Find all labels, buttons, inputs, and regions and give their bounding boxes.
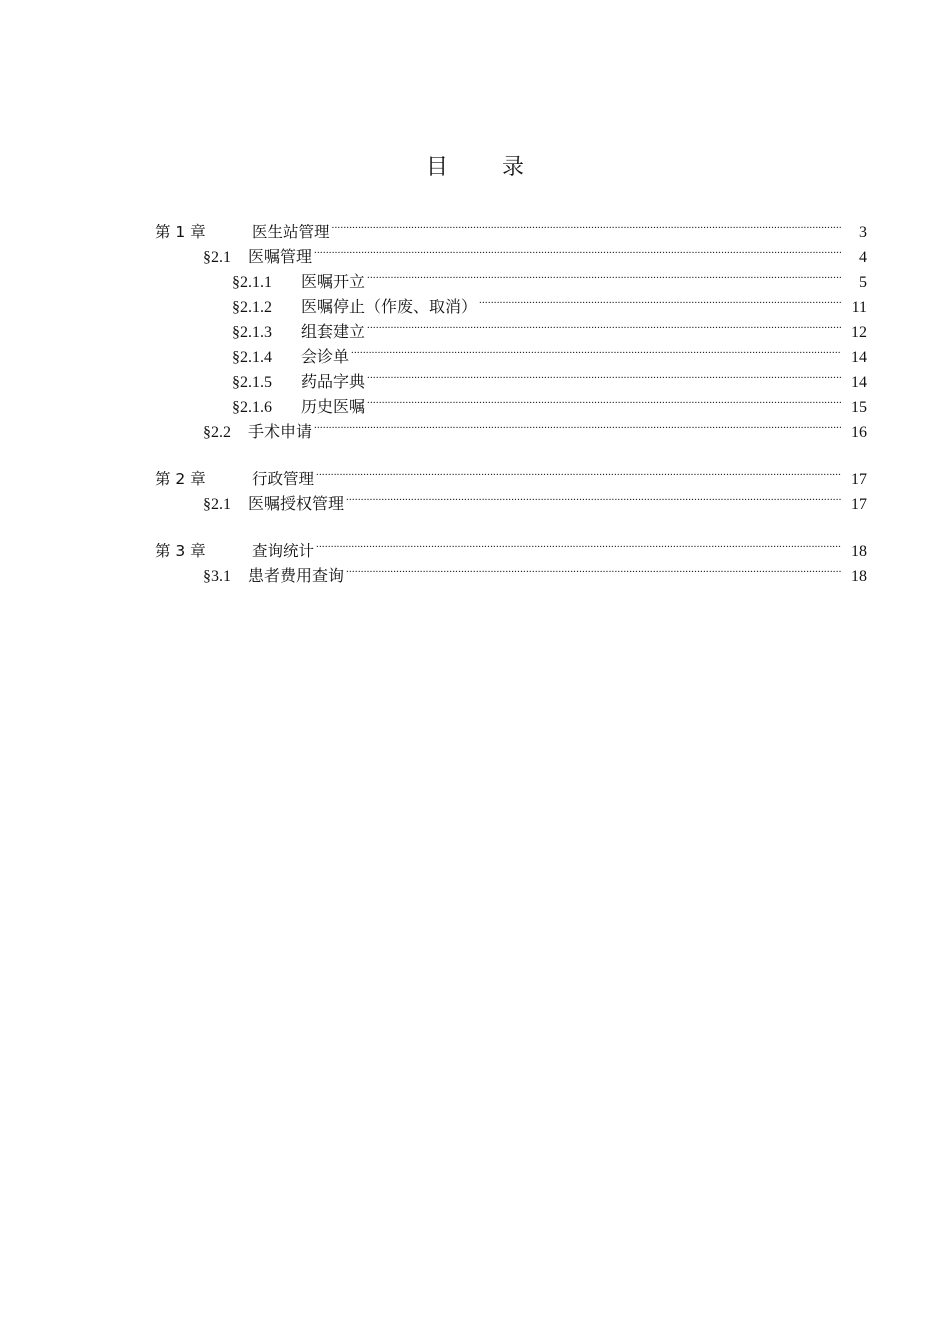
toc-entry-number: §2.1: [203, 496, 231, 513]
toc-entry-label: 行政管理: [252, 470, 315, 488]
toc-entry-page: 17: [851, 496, 867, 513]
toc-dot-leader: [351, 337, 841, 362]
toc-entry-label: 患者费用查询: [248, 568, 345, 585]
toc-entry-number: §3.1: [203, 568, 231, 585]
toc-entry-page: 14: [851, 349, 867, 366]
toc-entry-page: 4: [859, 249, 867, 266]
toc-dot-leader: [316, 459, 841, 484]
toc-dot-leader: [314, 412, 841, 437]
toc-entry-number: §2.1.6: [232, 399, 272, 416]
toc-entry-label: 医嘱授权管理: [248, 496, 345, 513]
toc-entry-label: 组套建立: [301, 324, 366, 341]
toc-entry-page: 16: [851, 424, 867, 441]
toc-entry-number: §2.1.3: [232, 324, 272, 341]
toc-entry-number: §2.1: [203, 249, 231, 266]
toc-entry-page: 5: [859, 274, 867, 291]
toc-entry-number: §2.1.5: [232, 374, 272, 391]
toc-entry-label: 医嘱管理: [248, 249, 313, 266]
toc-title: [0, 150, 950, 186]
toc-dot-leader: [367, 362, 841, 387]
toc-entry-number: §2.1.4: [232, 349, 272, 366]
toc-entry-label: 药品字典: [301, 374, 366, 391]
toc-entry-chapter-1[interactable]: [155, 212, 867, 241]
toc-entry-number: 第 1 章: [155, 223, 206, 241]
toc-entry-label: 医嘱停止（作废、取消）: [301, 299, 478, 316]
toc-entry-page: 11: [851, 299, 867, 316]
toc-entry-chapter-2[interactable]: [155, 459, 867, 488]
toc-entry-page: 3: [859, 224, 867, 241]
toc-entry-number: §2.2: [203, 424, 231, 441]
toc-entry-label: 历史医嘱: [301, 399, 366, 416]
toc-entry-page: 17: [851, 471, 867, 488]
table-of-contents: [155, 212, 867, 585]
toc-dot-leader: [367, 262, 841, 287]
toc-entry-label: 查询统计: [252, 542, 315, 560]
toc-entry-label: 医嘱开立: [301, 274, 366, 291]
toc-entry-number: §2.1.1: [232, 274, 272, 291]
toc-title-right: 录: [502, 155, 525, 180]
toc-dot-leader: [346, 484, 841, 509]
toc-entry-number: §2.1.2: [232, 299, 272, 316]
toc-title-left: 目: [425, 155, 448, 180]
toc-dot-leader: [367, 312, 841, 337]
toc-dot-leader: [316, 531, 841, 556]
toc-entry-page: 15: [851, 399, 867, 416]
toc-entry-page: 18: [851, 543, 867, 560]
toc-dot-leader: [346, 556, 841, 581]
toc-dot-leader: [332, 212, 841, 237]
toc-entry-chapter-3[interactable]: [155, 531, 867, 560]
toc-entry-number: 第 2 章: [155, 470, 206, 488]
toc-entry-number: 第 3 章: [155, 542, 206, 560]
toc-dot-leader: [314, 237, 841, 262]
toc-entry-page: 18: [851, 568, 867, 585]
toc-entry-label: 会诊单: [301, 349, 350, 366]
toc-entry-page: 12: [851, 324, 867, 341]
toc-entry-page: 14: [851, 374, 867, 391]
toc-entry-label: 医生站管理: [252, 223, 330, 241]
toc-dot-leader: [367, 387, 841, 412]
toc-dot-leader: [479, 287, 841, 312]
toc-entry-label: 手术申请: [248, 424, 313, 441]
